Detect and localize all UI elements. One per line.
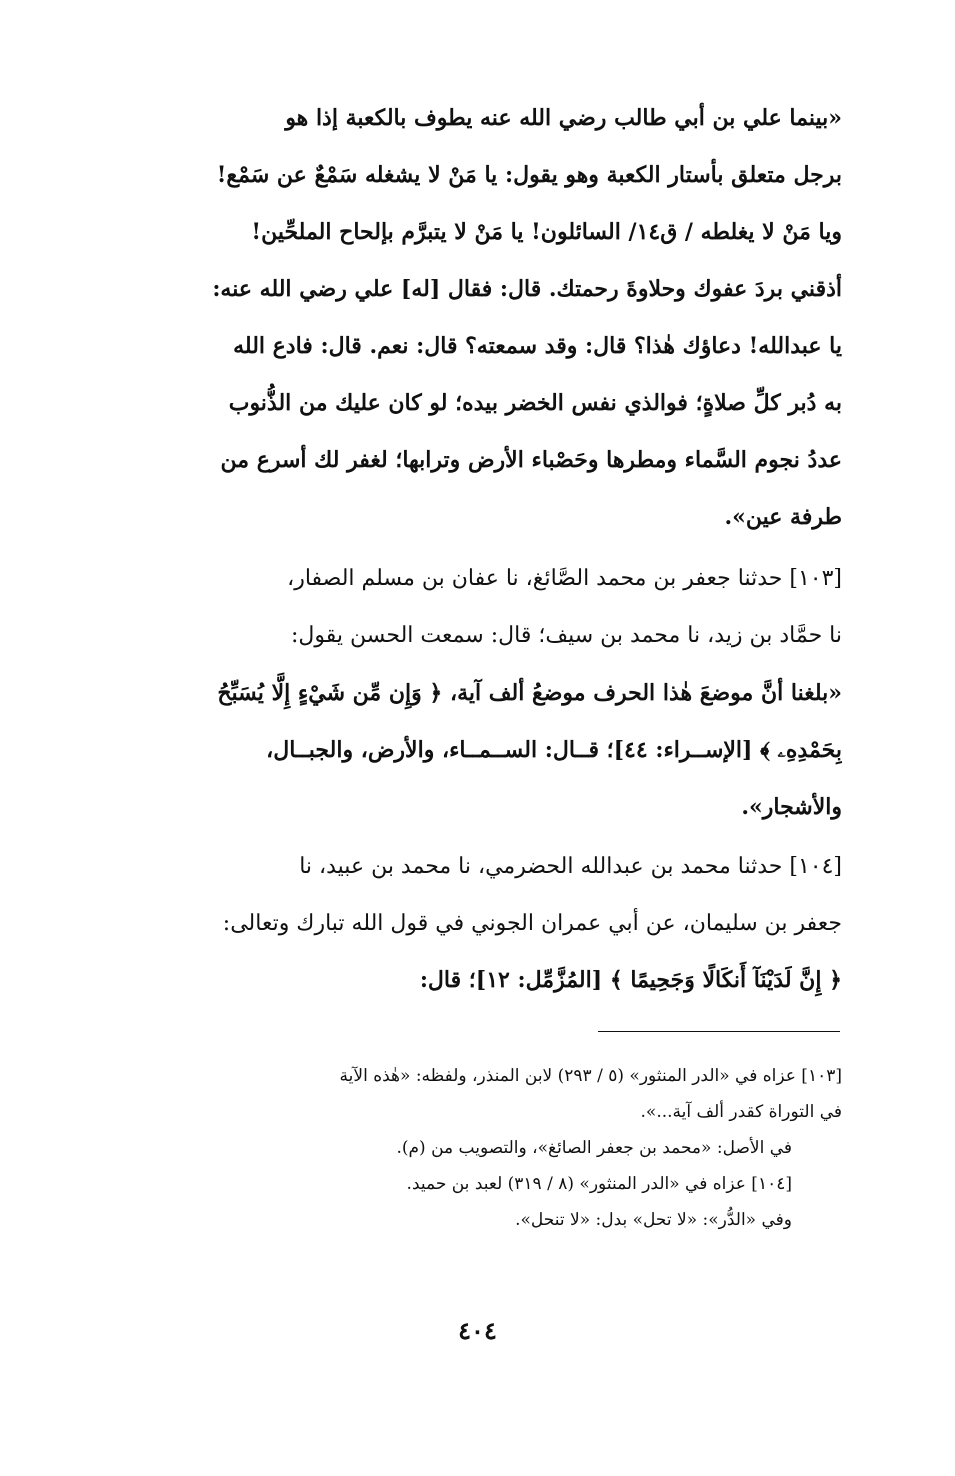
quote-line: برجل متعلق بأستار الكعبة وهو يقول: يا مَنْ لا يشغله سَمْعٌ عن سَمْع! — [216, 162, 842, 188]
hadith-line — [118, 722, 842, 779]
quote-line: «بينما علي بن أبي طالب رضي الله عنه يطوف بالكعبة إذا هو — [285, 105, 842, 131]
footnote-variant: وفي «الدُّر»: «لا تحل» بدل: «لا تنحل». — [515, 1210, 792, 1230]
isnad-line: نا حمَّاد بن زيد، نا محمد بن سيف؛ قال: سمعت الحسن يقول: — [290, 623, 842, 648]
quote-line: عددُ نجوم السَّماء ومطرها وحَصْباء الأرض وترابها؛ لغفر لك أسرع من — [220, 447, 842, 473]
footnote-correction: في الأصل: «محمد بن جعفر الصائغ»، والتصويب من (م). — [396, 1138, 792, 1158]
footnotes — [118, 1058, 842, 1238]
quote-line: ويا مَنْ لا يغلطه / ق١٤/ السائلون! يا مَنْ لا يتبرَّم بإلحاح الملحِّين! — [251, 219, 842, 245]
hadith-text: [المُزَّمِّل: ١٢]؛ قال: — [419, 967, 610, 993]
hadith-line — [118, 952, 842, 1009]
footnote-104: [١٠٤] عزاه في «الدر المنثور» (٨ / ٣١٩) لعبد بن حميد. — [406, 1174, 792, 1194]
hadith-103-isnad — [118, 550, 842, 664]
isnad-line: جعفر بن سليمان، عن أبي عمران الجوني في قول الله تبارك وتعالى: — [222, 911, 842, 936]
quran-verse: بِحَمْدِهِۦ ﴾ — [760, 737, 842, 763]
hadith-text: [الإســراء: ٤٤]؛ قــال: الســمــاء، والأرض، والجبــال، — [266, 737, 761, 763]
isnad-line: [١٠٣] حدثنا جعفر بن محمد الصَّائغ، نا عفان بن مسلم الصفار، — [287, 566, 842, 591]
hadith-line — [118, 665, 842, 722]
quran-verse: ﴿ وَإِن مِّن شَيْءٍ إِلَّا يُسَبِّحُ — [217, 680, 443, 706]
quote-line: طرفة عين». — [724, 504, 842, 530]
footnote-103: [١٠٣] عزاه في «الدر المنثور» (٥ / ٢٩٣) لابن المنذر، ولفظه: «هٰذه الآية — [339, 1066, 842, 1086]
hadith-104 — [118, 838, 842, 1009]
quote-line: أذقني بردَ عفوك وحلاوةَ رحمتك. قال: فقال [له] علي رضي الله عنه: — [212, 276, 842, 302]
quote-line: به دُبر كلِّ صلاةٍ؛ فوالذي نفس الخضر بيده؛ لو كان عليك من الذُّنوب — [228, 390, 842, 416]
isnad-line: [١٠٤] حدثنا محمد بن عبدالله الحضرمي، نا محمد بن عبيد، نا — [299, 854, 842, 879]
quote-line: يا عبدالله! دعاؤك هٰذا؟ قال: وقد سمعته؟ قال: نعم. قال: فادع الله — [233, 333, 842, 359]
footnote-separator — [598, 1031, 840, 1032]
quran-verse: ﴿ إِنَّ لَدَيْنَآ أَنكَالًا وَجَحِيمًا ﴾ — [609, 967, 842, 993]
hadith-text: «بلغنا أنَّ موضعَ هٰذا الحرف موضعُ ألف آية، — [442, 680, 842, 706]
footnote-103-cont: في التوراة كقدر ألف آية...». — [640, 1102, 842, 1122]
page-number: ٤٠٤ — [458, 1316, 497, 1345]
quote-block-ali — [118, 90, 842, 546]
hadith-103-text — [118, 665, 842, 836]
hadith-line: والأشجار». — [741, 794, 842, 820]
